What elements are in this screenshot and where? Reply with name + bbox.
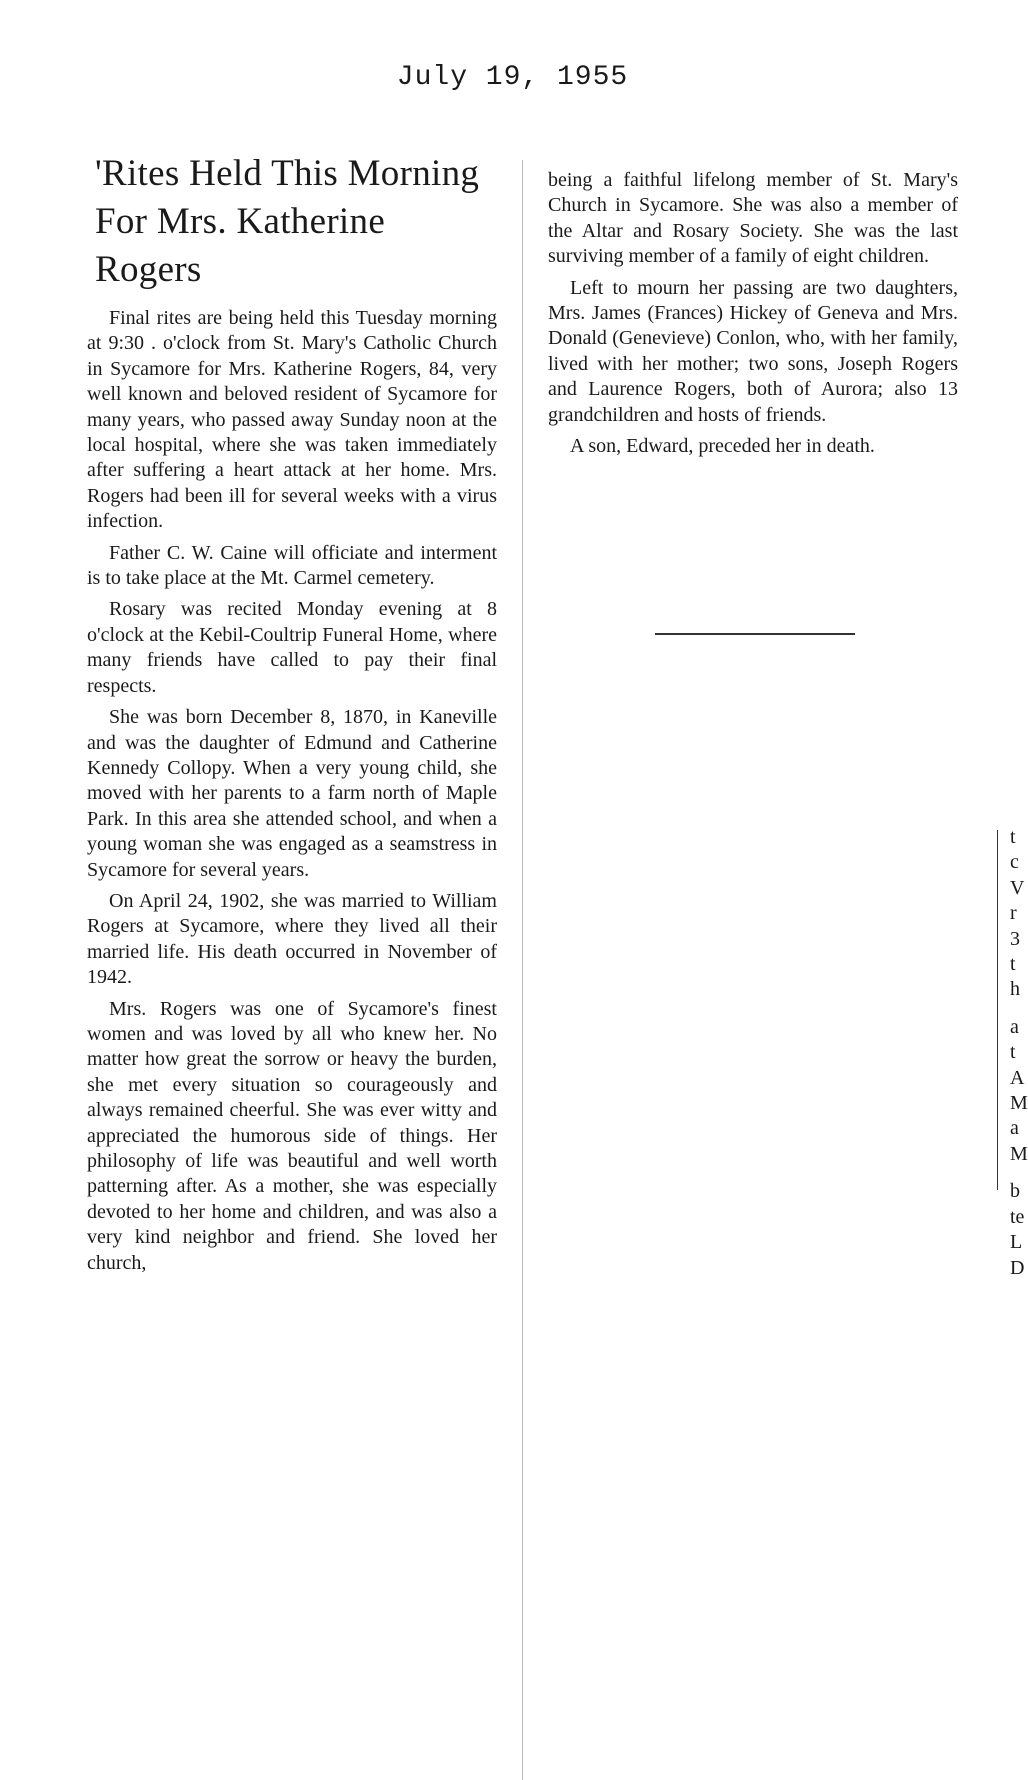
margin-fragment: D [1010, 1256, 1025, 1279]
paragraph: Final rites are being held this Tuesday morning at 9:30 . o'clock from St. Mary's Catholic Church in Sycamore for Mrs. Katherine Rogers, 84, very well known and beloved resident of Sycamore for many years, who passed away Sunday noon at the local hospital, where she was taken immediately after suffering a heart attack at her home. Mrs. Rogers had been ill for several weeks with a virus infection. [87, 307, 497, 533]
margin-fragment: a [1010, 1117, 1019, 1140]
end-rule [655, 633, 855, 635]
margin-fragment: L [1010, 1231, 1023, 1254]
adjacent-column-fragments [1010, 825, 1028, 1281]
paragraph: On April 24, 1902, she was married to William Rogers at Sycamore, where they lived all their married life. His death occurred in November of 1942. [87, 889, 497, 989]
margin-fragment: c [1010, 851, 1019, 874]
margin-fragment: M [1010, 1142, 1028, 1165]
margin-fragment: V [1010, 876, 1025, 899]
margin-fragment: a [1010, 1015, 1019, 1038]
article-headline: 'Rites Held This Morning For Mrs. Katherine Rogers [95, 153, 480, 290]
column-divider [522, 160, 523, 1780]
clipping-edge-line [997, 830, 998, 1190]
margin-fragment: te [1010, 1205, 1025, 1228]
paragraph: Mrs. Rogers was one of Sycamore's finest women and was loved by all who knew her. No matter how great the sorrow or heavy the burden, she met every situation so courageously and always remained cheerful. She was ever witty and appreciated the humorous side of things. Her philosophy of life was beautiful and well worth patterning after. As a mother, she was especially devoted to her home and children, and was also a very kind neighbor and friend. She loved her church, [87, 997, 497, 1274]
margin-fragment: t [1010, 953, 1016, 976]
margin-fragment: 3 [1010, 927, 1020, 950]
margin-fragment: t [1010, 1041, 1016, 1064]
article-column-1 [87, 150, 497, 1282]
article-column-2 [548, 168, 958, 465]
paragraph: being a faithful lifelong member of St. Mary's Church in Sycamore. She was also a member of the Altar and Rosary Society. She was the last surviving member of a family of eight children. [548, 169, 958, 268]
paragraph: She was born December 8, 1870, in Kaneville and was the daughter of Edmund and Catherine Kennedy Collopy. When a very young child, she moved with her parents to a farm north of Maple Park. In this area she attended school, and when a young woman she was engaged as a seamstress in Sycamore for several years. [87, 706, 497, 881]
margin-fragment: A [1010, 1066, 1025, 1089]
margin-fragment: r [1010, 902, 1017, 925]
margin-fragment: M [1010, 1092, 1028, 1115]
paragraph: Father C. W. Caine will officiate and interment is to take place at the Mt. Carmel cemetery. [87, 541, 497, 590]
paragraph: Rosary was recited Monday evening at 8 o'clock at the Kebil-Coultrip Funeral Home, where many friends have called to pay their final respects. [87, 598, 497, 697]
article-date: July 19, 1955 [396, 62, 629, 93]
margin-fragment: h [1010, 978, 1020, 1001]
margin-fragment: t [1010, 826, 1016, 848]
paragraph: Left to mourn her passing are two daughters, Mrs. James (Frances) Hickey of Geneva and Mrs. Donald (Genevieve) Conlon, who, with her family, lived with her mother; two sons, Joseph Rogers and Laurence Rogers, both of Aurora; also 13 grandchildren and hosts of friends. [548, 276, 958, 426]
paragraph: A son, Edward, preceded her in death. [570, 435, 875, 458]
margin-fragment: b [1010, 1180, 1020, 1203]
